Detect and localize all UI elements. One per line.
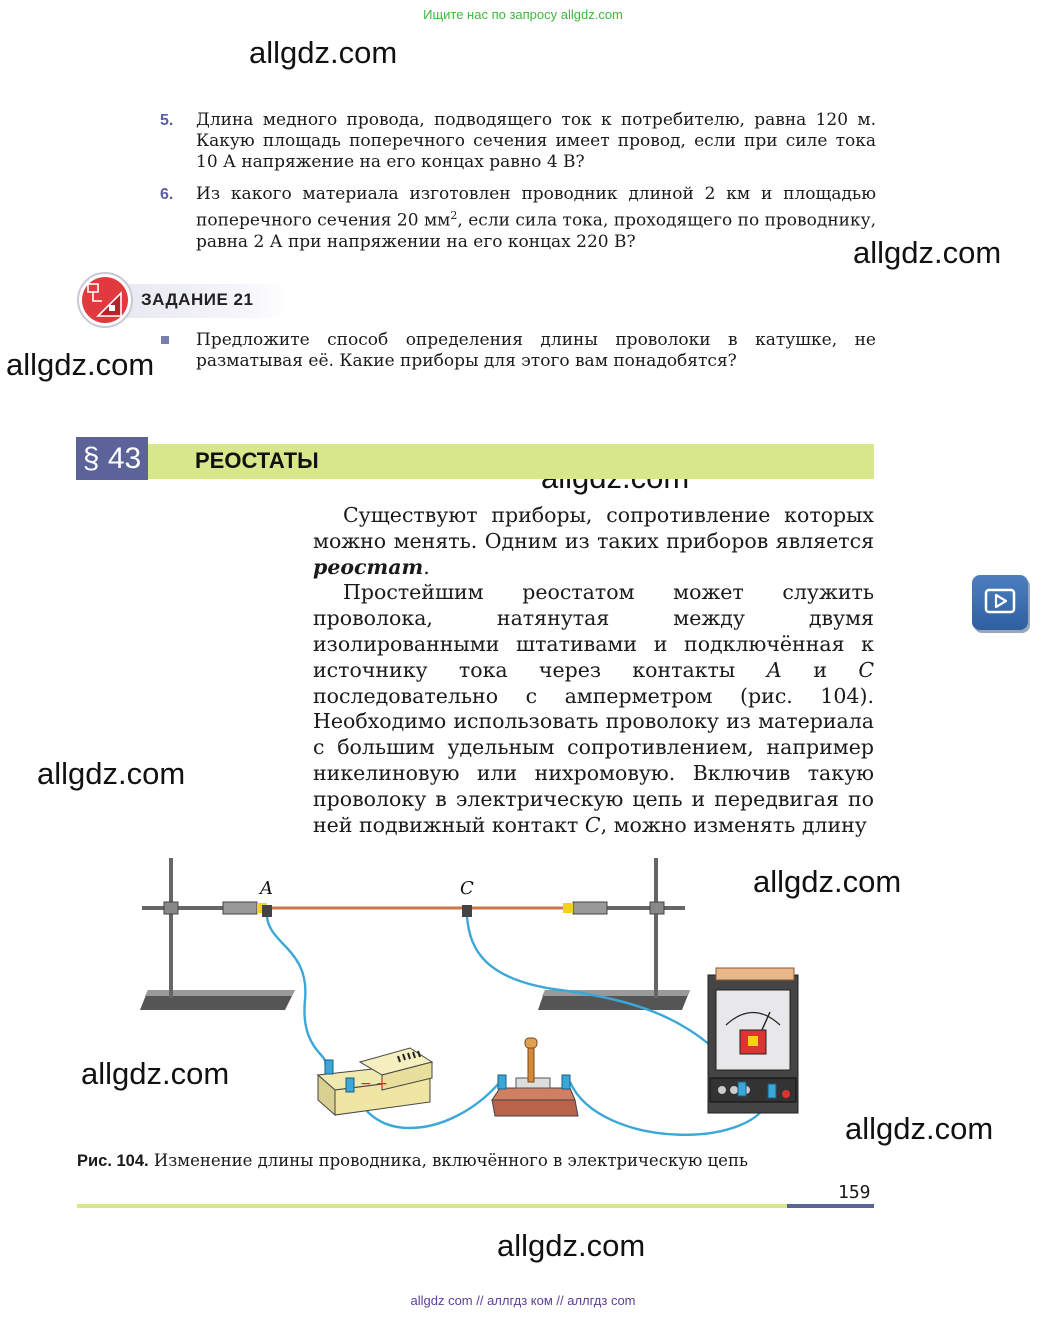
section-title: РЕОСТАТЫ (195, 448, 319, 473)
assignment-title: ЗАДАНИЕ 21 (141, 290, 254, 309)
body-text (313, 503, 874, 838)
footer-rule (77, 1204, 787, 1208)
play-icon (972, 575, 1028, 630)
label-a: A (260, 878, 273, 899)
task-6 (160, 184, 876, 253)
page-number: 159 (838, 1182, 871, 1203)
watermark: allgdz.com (6, 347, 155, 382)
switch (492, 1100, 578, 1116)
paragraph-2: Простейшим реостатом может служить проволока, натянутая между двумя изолированными штативами и подключённая к источнику тока через контакты А и С последовательно с амперметром (рис. 104). Необходимо использовать проволоку из материала с большим удельным сопротивлением, например никелиновую или нихромовую. Включив такую проволоку в электрическую цепь и передвигая по ней подвижный контакт С, можно изменять длину (313, 580, 874, 837)
contact-c (462, 905, 472, 917)
watermark: allgdz.com (497, 1228, 646, 1263)
footer-rule-accent (787, 1204, 874, 1208)
task-5 (160, 110, 876, 173)
caption-text: Изменение длины проводника, включённого в электрическую цепь (148, 1151, 748, 1170)
bullet-icon (161, 336, 169, 344)
paragraph-1: Существуют приборы, сопротивление которых можно менять. Одним из таких приборов является реостат. (313, 503, 874, 579)
section-number: § 43 (76, 437, 148, 480)
task-number: 6. (160, 186, 174, 203)
task-text: Длина медного провода, подводящего ток к потребителю, равна 120 м. Какую площадь поперечного сечения имеет провод, если при силе тока 10 А напряжение на его концах равно 4 В? (196, 110, 876, 172)
label-c: C (460, 878, 474, 899)
svg-text:− +: − + (360, 1076, 388, 1092)
footer-note: allgdz com // аллгдз ком // аллгдз com (410, 1293, 636, 1308)
watermark: allgdz.com (249, 35, 398, 70)
video-play-button[interactable] (972, 575, 1028, 630)
watermark: allgdz.com (81, 1056, 230, 1091)
assignment-icon (76, 271, 134, 329)
rheostat-figure (120, 850, 820, 1150)
right-stand-rod (654, 858, 658, 998)
assignment-text: Предложите способ определения длины проволоки в катушке, не разматывая её. Какие приборы для этого вам понадобятся? (196, 330, 876, 371)
watermark: allgdz.com (37, 756, 186, 791)
contact-a (262, 905, 272, 917)
figure-caption (77, 1151, 748, 1171)
wire-c-ammeter (467, 917, 710, 1045)
watermark: allgdz.com (753, 864, 902, 899)
watermark: allgdz.com (853, 235, 1002, 270)
caption-label: Рис. 104. (77, 1152, 149, 1170)
left-stand-rod (169, 858, 173, 998)
task-text: Из какого материала изготовлен проводник длиной 2 км и площадью поперечного сечения 20 $мм^2$, если сила тока, проходящего по проводнику, равна 2 А при напряжении на его концах 220 В? (196, 184, 877, 252)
task-number: 5. (160, 112, 174, 129)
watermark: allgdz.com (845, 1111, 994, 1146)
header-note: Ищите нас по запросу allgdz.com (423, 7, 623, 22)
